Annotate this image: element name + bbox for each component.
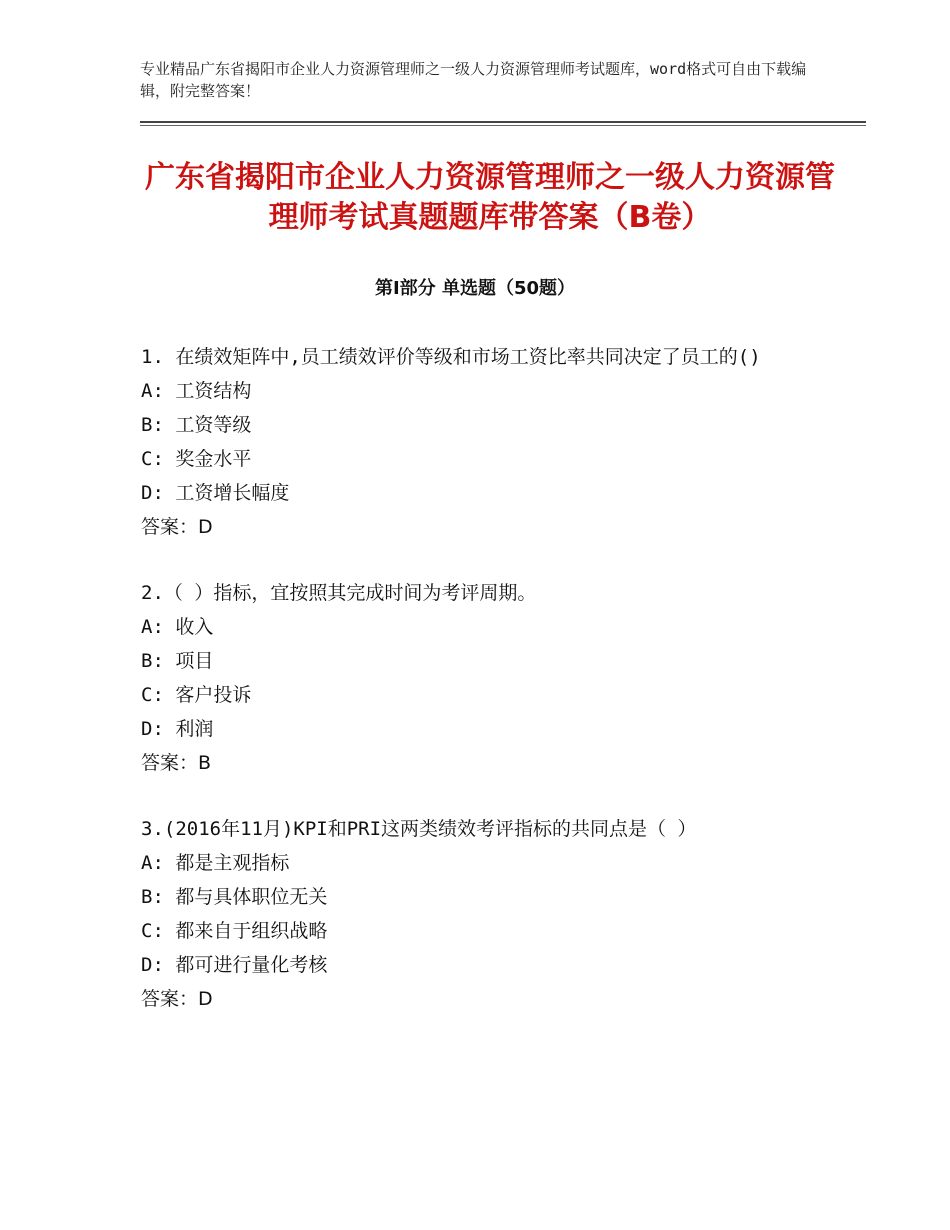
option-a: A: 工资结构 (141, 380, 252, 402)
question-stem: 1. 在绩效矩阵中,员工绩效评价等级和市场工资比率共同决定了员工的() (141, 346, 761, 368)
option-a: A: 都是主观指标 (141, 852, 290, 874)
question-stem: 2.（ ）指标，宜按照其完成时间为考评周期。 (141, 582, 537, 604)
option-d: D: 利润 (141, 718, 214, 740)
option-d: D: 都可进行量化考核 (141, 954, 328, 976)
option-c: C: 都来自于组织战略 (141, 920, 328, 942)
question-1 (141, 340, 821, 544)
option-c: C: 客户投诉 (141, 684, 252, 706)
header-divider-thin (140, 125, 866, 126)
answer: 答案：B (141, 752, 212, 774)
option-c: C: 奖金水平 (141, 448, 252, 470)
header-note: 专业精品广东省揭阳市企业人力资源管理师之一级人力资源管理师考试题库，word格式可自由下载编辑，附完整答案！ (140, 60, 807, 100)
question-list (141, 340, 821, 1048)
option-b: B: 工资等级 (141, 414, 252, 436)
option-a: A: 收入 (141, 616, 214, 638)
document-title: 广东省揭阳市企业人力资源管理师之一级人力资源管理师考试真题题库带答案（B卷） (145, 160, 835, 235)
answer: 答案：D (141, 516, 213, 538)
option-d: D: 工资增长幅度 (141, 482, 290, 504)
header-divider-thick (140, 121, 866, 123)
section-heading: 第Ⅰ部分 单选题（50题） (374, 278, 575, 299)
option-b: B: 项目 (141, 650, 214, 672)
option-b: B: 都与具体职位无关 (141, 886, 328, 908)
question-3 (141, 812, 821, 1016)
answer: 答案：D (141, 988, 213, 1010)
question-stem: 3.(2016年11月)KPI和PRI这两类绩效考评指标的共同点是（ ） (141, 818, 697, 840)
question-2 (141, 576, 821, 780)
